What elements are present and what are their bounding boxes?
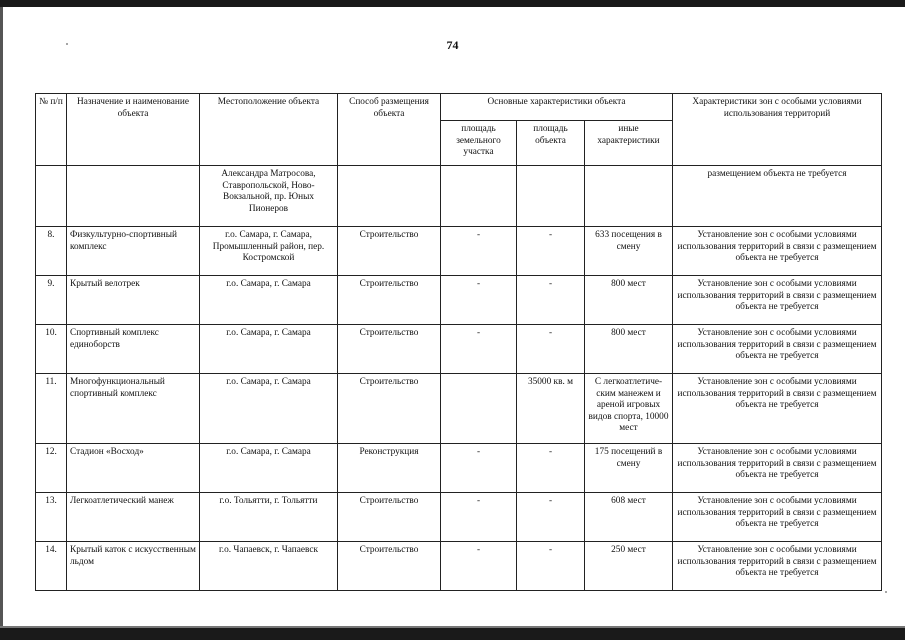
cell-method: Строительство <box>338 325 441 374</box>
header-name: Назначение и наименование объекта <box>67 94 200 166</box>
cell-location: г.о. Самара, г. Самара <box>200 374 338 444</box>
cell-num <box>36 166 67 227</box>
cell-object-area: 35000 кв. м <box>517 374 585 444</box>
cell-name: Многофункциональный спортивный комплекс <box>67 374 200 444</box>
cell-num: 11. <box>36 374 67 444</box>
cell-land-area <box>441 166 517 227</box>
cell-zones: Установление зон с особыми условиями использования территорий в связи с размещением объекта не требуется <box>673 325 882 374</box>
cell-zones: Установление зон с особыми условиями использования территорий в связи с размещением объекта не требуется <box>673 493 882 542</box>
cell-land-area: - <box>441 276 517 325</box>
cell-location: г.о. Самара, г. Самара <box>200 276 338 325</box>
cell-num: 10. <box>36 325 67 374</box>
cell-location: г.о. Чапаевск, г. Чапаевск <box>200 542 338 591</box>
cell-num: 8. <box>36 227 67 276</box>
cell-location: г.о. Самара, г. Самара <box>200 325 338 374</box>
cell-other <box>585 166 673 227</box>
cell-num: 9. <box>36 276 67 325</box>
cell-object-area: - <box>517 444 585 493</box>
header-location: Местоположение объекта <box>200 94 338 166</box>
cell-other: 175 посещений в смену <box>585 444 673 493</box>
table-row <box>36 227 882 276</box>
cell-land-area: - <box>441 325 517 374</box>
cell-method <box>338 166 441 227</box>
cell-other: 250 мест <box>585 542 673 591</box>
objects-table <box>35 93 882 591</box>
table-row-continuation <box>36 166 882 227</box>
cell-zones: Установление зон с особыми условиями использования территорий в связи с размещением объекта не требуется <box>673 542 882 591</box>
cell-location: г.о. Самара, г. Самара <box>200 444 338 493</box>
cell-name: Стадион «Восход» <box>67 444 200 493</box>
cell-other: 800 мест <box>585 325 673 374</box>
cell-location: Александра Матросова, Ставропольской, Ново-Вокзальной, пр. Юных Пионеров <box>200 166 338 227</box>
table-row <box>36 542 882 591</box>
cell-num: 14. <box>36 542 67 591</box>
table-header-row <box>36 94 882 121</box>
table-row <box>36 493 882 542</box>
cell-location: г.о. Тольятти, г. Тольятти <box>200 493 338 542</box>
header-num: № п/п <box>36 94 67 166</box>
cell-object-area <box>517 166 585 227</box>
cell-name: Крытый каток с искусственным льдом <box>67 542 200 591</box>
table-row <box>36 374 882 444</box>
cell-other: 633 посещения в смену <box>585 227 673 276</box>
table-row <box>36 276 882 325</box>
cell-object-area: - <box>517 325 585 374</box>
scan-left-edge <box>0 7 3 640</box>
table-row <box>36 444 882 493</box>
cell-zones: Установление зон с особыми условиями использования территорий в связи с размещением объекта не требуется <box>673 444 882 493</box>
cell-name: Физкультурно-спортивный комплекс <box>67 227 200 276</box>
scan-speck <box>885 591 887 593</box>
cell-method: Строительство <box>338 493 441 542</box>
table-row <box>36 325 882 374</box>
header-zones: Характеристики зон с особыми условиями использования территорий <box>673 94 882 166</box>
cell-num: 13. <box>36 493 67 542</box>
cell-other: 800 мест <box>585 276 673 325</box>
scan-bottom-edge <box>0 628 905 640</box>
cell-zones: Установление зон с особыми условиями использования территорий в связи с размещением объекта не требуется <box>673 276 882 325</box>
cell-land-area: - <box>441 227 517 276</box>
cell-other: 608 мест <box>585 493 673 542</box>
cell-other: С легкоатлетиче-ским манежем и ареной игровых видов спорта, 10000 мест <box>585 374 673 444</box>
scan-top-edge <box>0 0 905 7</box>
cell-object-area: - <box>517 227 585 276</box>
cell-method: Строительство <box>338 276 441 325</box>
cell-land-area: - <box>441 493 517 542</box>
header-land-area: площадь земельного участка <box>441 121 517 166</box>
cell-name: Спортивный комплекс единоборств <box>67 325 200 374</box>
cell-land-area: - <box>441 444 517 493</box>
cell-name <box>67 166 200 227</box>
header-object-area: площадь объекта <box>517 121 585 166</box>
header-method: Способ размещения объекта <box>338 94 441 166</box>
cell-object-area: - <box>517 493 585 542</box>
cell-zones: размещением объекта не требуется <box>673 166 882 227</box>
cell-method: Строительство <box>338 374 441 444</box>
cell-land-area <box>441 374 517 444</box>
cell-zones: Установление зон с особыми условиями использования территорий в связи с размещением объекта не требуется <box>673 374 882 444</box>
cell-num: 12. <box>36 444 67 493</box>
cell-location: г.о. Самара, г. Самара, Промышленный район, пер. Костромской <box>200 227 338 276</box>
cell-object-area: - <box>517 542 585 591</box>
cell-method: Строительство <box>338 542 441 591</box>
cell-land-area: - <box>441 542 517 591</box>
cell-name: Крытый велотрек <box>67 276 200 325</box>
cell-method: Реконструкция <box>338 444 441 493</box>
page-number: 74 <box>446 38 459 52</box>
header-other-characteristics: иные характеристики <box>585 121 673 166</box>
cell-object-area: - <box>517 276 585 325</box>
cell-zones: Установление зон с особыми условиями использования территорий в связи с размещением объекта не требуется <box>673 227 882 276</box>
header-main-characteristics: Основные характеристики объекта <box>441 94 673 121</box>
cell-name: Легкоатлетический манеж <box>67 493 200 542</box>
cell-method: Строительство <box>338 227 441 276</box>
